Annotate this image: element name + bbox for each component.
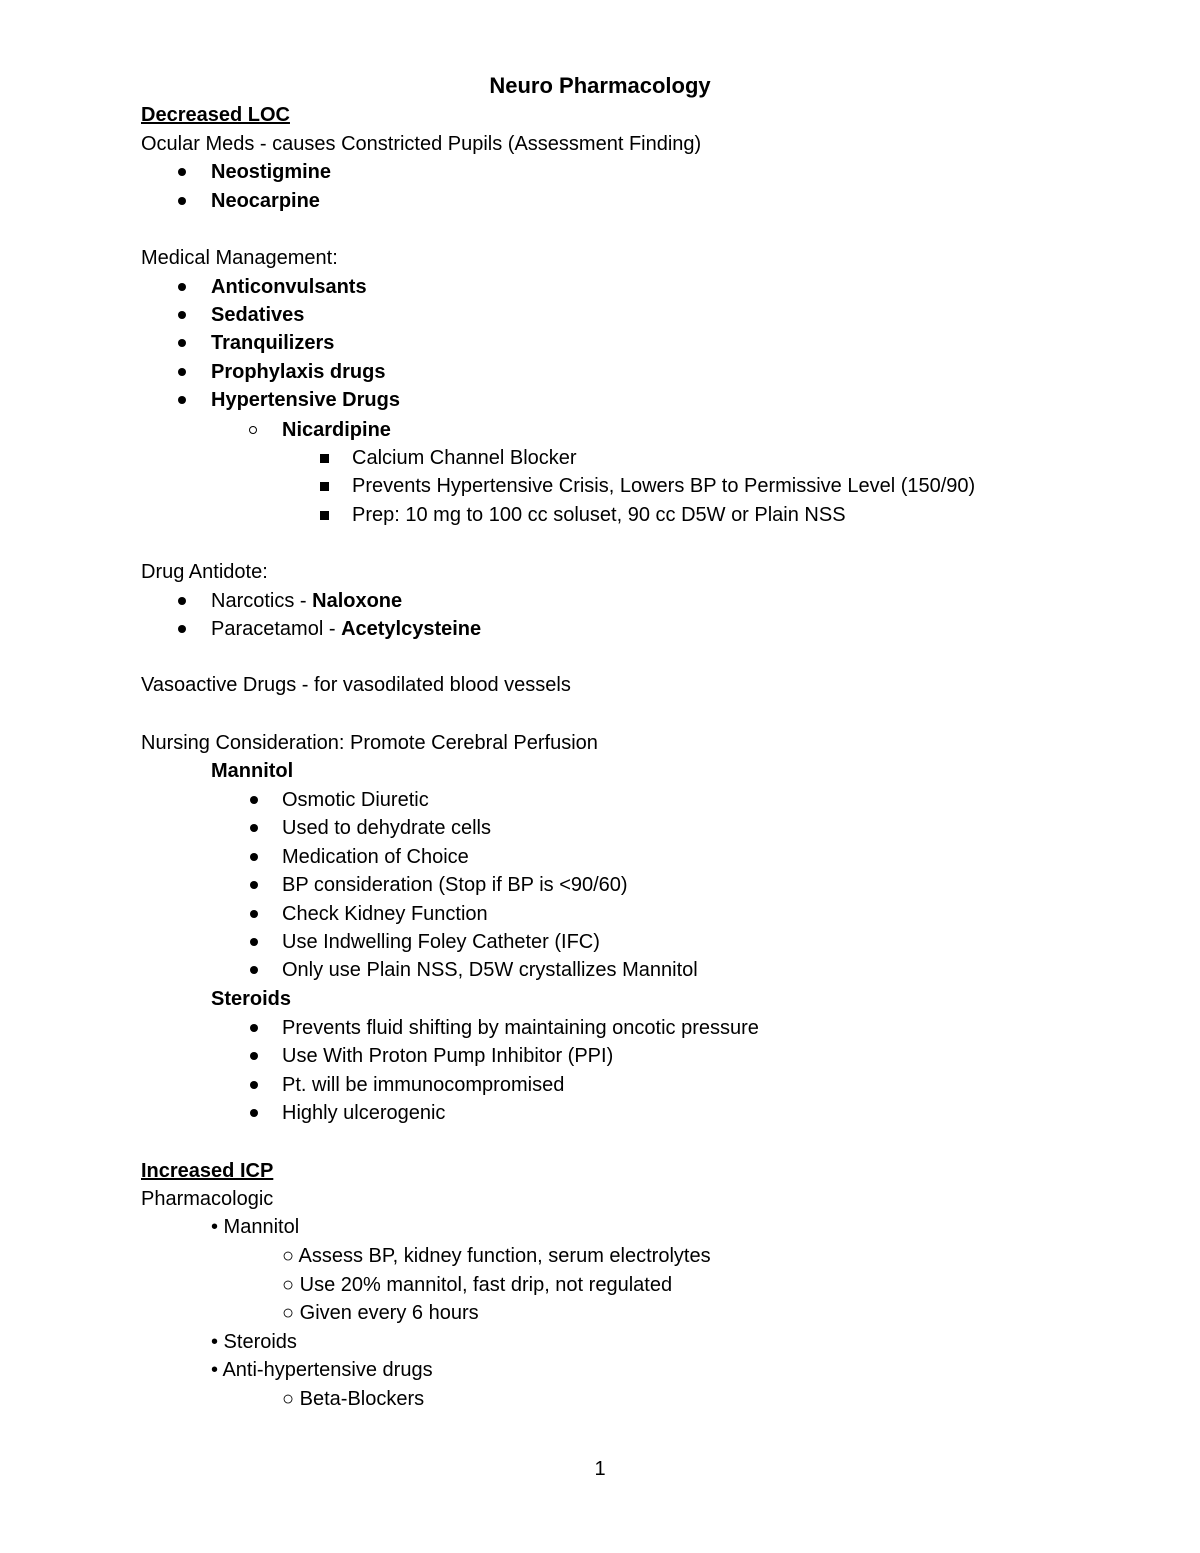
bullet-icon <box>250 966 258 974</box>
bullet-icon <box>250 1024 258 1032</box>
sub-list-item: ○ Beta-Blockers <box>282 1388 425 1410</box>
list-item: Neocarpine <box>211 190 320 212</box>
list-item: Use With Proton Pump Inhibitor (PPI) <box>282 1045 614 1067</box>
list-item: Hypertensive Drugs <box>211 389 400 411</box>
square-bullet-icon <box>320 511 329 520</box>
nursing-consideration-label: Nursing Consideration: Promote Cerebral Perfusion <box>141 732 598 754</box>
list-item: Medication of Choice <box>282 846 469 868</box>
bullet-icon <box>250 796 258 804</box>
medical-management-label: Medical Management: <box>141 247 338 269</box>
bullet-icon <box>250 1052 258 1060</box>
bullet-icon <box>250 824 258 832</box>
bullet-icon <box>250 881 258 889</box>
antidote-drug: Naloxone <box>312 590 403 612</box>
square-bullet-icon <box>320 482 329 491</box>
bullet-icon <box>178 339 186 347</box>
bullet-icon <box>250 853 258 861</box>
bullet-icon <box>178 311 186 319</box>
list-item: • Anti-hypertensive drugs <box>211 1359 433 1381</box>
list-item: Tranquilizers <box>211 332 335 354</box>
section-heading-decreased-loc: Decreased LOC <box>141 104 290 126</box>
bullet-icon <box>250 910 258 918</box>
list-item: Prophylaxis drugs <box>211 361 386 383</box>
sub-sub-list-item: Calcium Channel Blocker <box>352 447 577 469</box>
list-item: • Mannitol <box>211 1216 300 1238</box>
vasoactive-drugs-text: Vasoactive Drugs - for vasodilated blood vessels <box>141 674 571 696</box>
list-item: Prevents fluid shifting by maintaining oncotic pressure <box>282 1017 759 1039</box>
bullet-icon <box>250 1109 258 1117</box>
bullet-icon <box>178 283 186 291</box>
list-item: Pt. will be immunocompromised <box>282 1074 565 1096</box>
pharmacologic-label: Pharmacologic <box>141 1188 274 1210</box>
mannitol-heading: Mannitol <box>211 760 294 782</box>
list-item: Use Indwelling Foley Catheter (IFC) <box>282 931 600 953</box>
sub-list-item: ○ Use 20% mannitol, fast drip, not regulated <box>282 1274 673 1296</box>
list-item: • Steroids <box>211 1331 297 1353</box>
sub-list-item: ○ Assess BP, kidney function, serum electrolytes <box>282 1245 711 1267</box>
list-item: Sedatives <box>211 304 305 326</box>
list-item <box>211 617 481 641</box>
bullet-icon <box>178 396 186 404</box>
sub-list-item: ○ Given every 6 hours <box>282 1302 479 1324</box>
antidote-drug: Acetylcysteine <box>341 618 482 640</box>
ocular-meds-label: Ocular Meds - causes Constricted Pupils (Assessment Finding) <box>141 133 702 155</box>
bullet-icon <box>178 368 186 376</box>
list-item: Used to dehydrate cells <box>282 817 492 839</box>
page-number: 1 <box>594 1458 606 1480</box>
list-item <box>211 589 402 613</box>
bullet-icon <box>178 197 186 205</box>
bullet-icon <box>178 597 186 605</box>
sub-sub-list-item: Prevents Hypertensive Crisis, Lowers BP to Permissive Level (150/90) <box>352 475 976 497</box>
document-title: Neuro Pharmacology <box>489 73 711 98</box>
bullet-icon <box>250 1081 258 1089</box>
bullet-icon <box>178 168 186 176</box>
list-item: Highly ulcerogenic <box>282 1102 446 1124</box>
sub-list-item: Nicardipine <box>282 419 391 441</box>
antidote-name: Paracetamol - <box>211 618 342 640</box>
steroids-heading: Steroids <box>211 988 292 1010</box>
square-bullet-icon <box>320 454 329 463</box>
list-item: Check Kidney Function <box>282 903 488 925</box>
antidote-name: Narcotics - <box>211 590 313 612</box>
bullet-icon <box>250 938 258 946</box>
list-item: Neostigmine <box>211 161 332 183</box>
section-heading-increased-icp: Increased ICP <box>141 1160 274 1182</box>
list-item: Only use Plain NSS, D5W crystallizes Mannitol <box>282 959 698 981</box>
bullet-icon <box>178 625 186 633</box>
list-item: Osmotic Diuretic <box>282 789 429 811</box>
drug-antidote-label: Drug Antidote: <box>141 561 268 583</box>
circle-bullet-icon <box>249 426 257 434</box>
sub-sub-list-item: Prep: 10 mg to 100 cc soluset, 90 cc D5W or Plain NSS <box>352 504 846 526</box>
list-item: Anticonvulsants <box>211 276 367 298</box>
list-item: BP consideration (Stop if BP is <90/60) <box>282 874 628 896</box>
